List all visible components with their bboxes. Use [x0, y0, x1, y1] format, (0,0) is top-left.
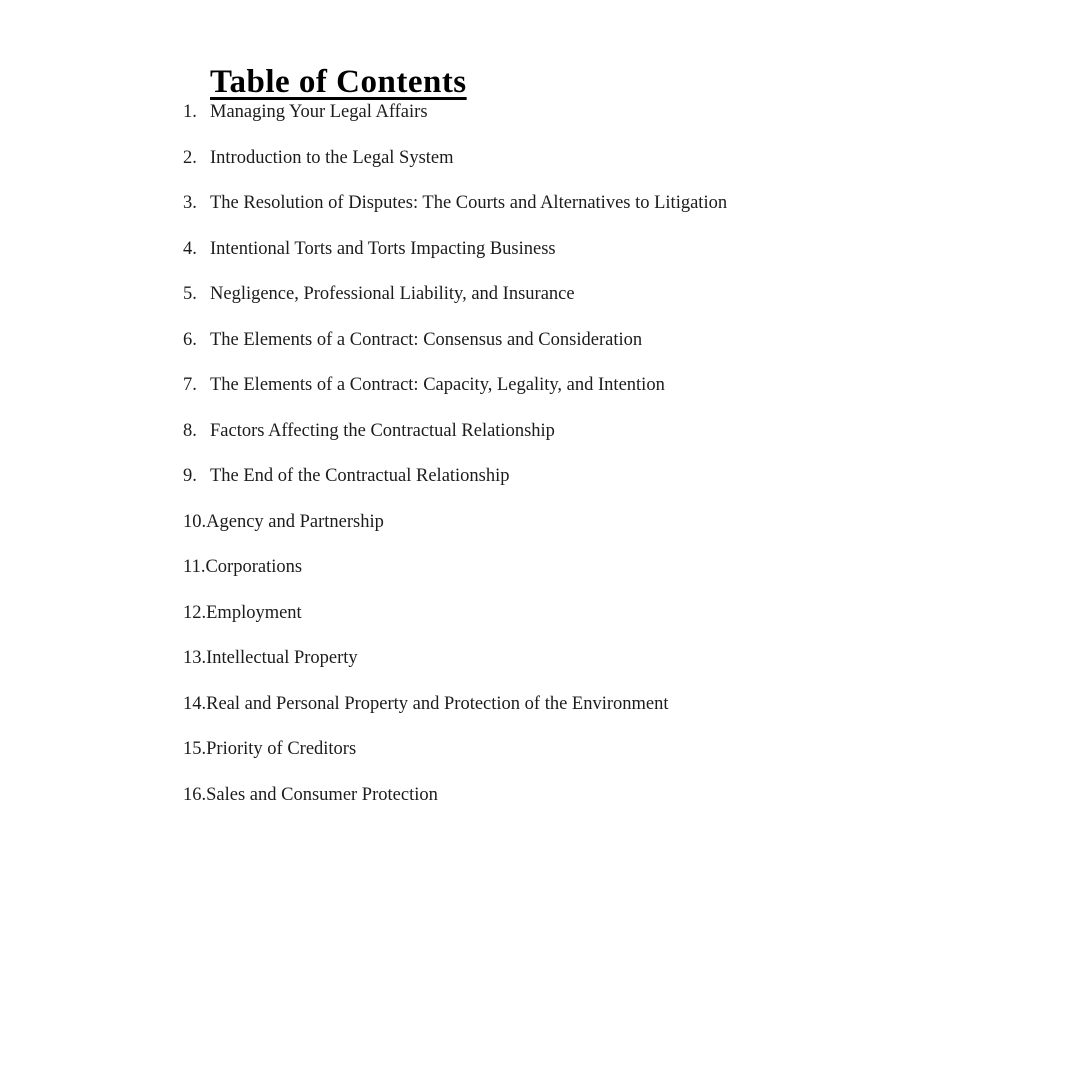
toc-entry-number: 2.: [183, 147, 197, 168]
toc-entry-label: The Elements of a Contract: Capacity, Legality, and Intention: [210, 375, 665, 395]
toc-entry: [183, 422, 1020, 443]
toc-entry-number: 15.: [183, 739, 207, 759]
toc-entry: [183, 103, 1020, 124]
toc-entry: [183, 467, 1020, 488]
toc-entry-number: 1.: [183, 102, 197, 122]
toc-entry-label: Introduction to the Legal System: [210, 147, 454, 168]
toc-entry-number: 9.: [183, 466, 197, 486]
toc-entry-label: The Elements of a Contract: Consensus and Consideration: [210, 329, 643, 350]
toc-entry-number: 16.: [183, 784, 207, 805]
toc-entry-number: 6.: [183, 329, 197, 350]
toc-entry-number: 13.: [183, 648, 207, 668]
toc-entry-number: 4.: [183, 238, 197, 259]
toc-entry: [183, 649, 1020, 670]
toc-entry-label: Corporations: [205, 557, 303, 577]
toc-entry: [183, 194, 1020, 215]
toc-entry: [183, 240, 1020, 261]
toc-entry-label: Negligence, Professional Liability, and Insurance: [210, 284, 575, 304]
toc-entry-label: The End of the Contractual Relationship: [210, 466, 510, 486]
toc-entry-number: 8.: [183, 420, 197, 441]
toc-entry-number: 7.: [183, 375, 197, 395]
toc-entry-label: Agency and Partnership: [206, 511, 384, 532]
toc-entry: [183, 149, 1020, 170]
toc-entry: [183, 740, 1020, 761]
toc-entry: [183, 331, 1020, 352]
toc-entry: [183, 786, 1020, 807]
toc-entry: [183, 558, 1020, 579]
toc-entry-label: Factors Affecting the Contractual Relationship: [210, 420, 555, 441]
toc-entry-label: Managing Your Legal Affairs: [210, 102, 428, 122]
toc-entry: [183, 604, 1020, 625]
toc-entry-label: Sales and Consumer Protection: [206, 784, 438, 805]
toc-entry-label: Real and Personal Property and Protection of the Environment: [206, 693, 669, 714]
toc-entry-label: Priority of Creditors: [206, 739, 357, 759]
toc-entry-label: Employment: [206, 602, 302, 623]
toc-entry-label: Intentional Torts and Torts Impacting Business: [210, 238, 556, 259]
page-title: Table of Contents: [210, 64, 467, 101]
toc-entry: [183, 513, 1020, 534]
toc-entry-number: 12.: [183, 602, 207, 623]
toc-entry-label: Intellectual Property: [206, 648, 358, 668]
toc-entry: [183, 695, 1020, 716]
toc-entry-number: 11.: [183, 557, 206, 577]
toc-entry-number: 3.: [183, 193, 197, 213]
toc-entry-label: The Resolution of Disputes: The Courts and Alternatives to Litigation: [210, 193, 728, 213]
toc-entry: [183, 376, 1020, 397]
toc-entry-number: 10.: [183, 511, 207, 532]
toc-entry-number: 5.: [183, 284, 197, 304]
toc-entry: [183, 285, 1020, 306]
toc-list: [183, 103, 1020, 831]
toc-entry-number: 14.: [183, 693, 207, 714]
